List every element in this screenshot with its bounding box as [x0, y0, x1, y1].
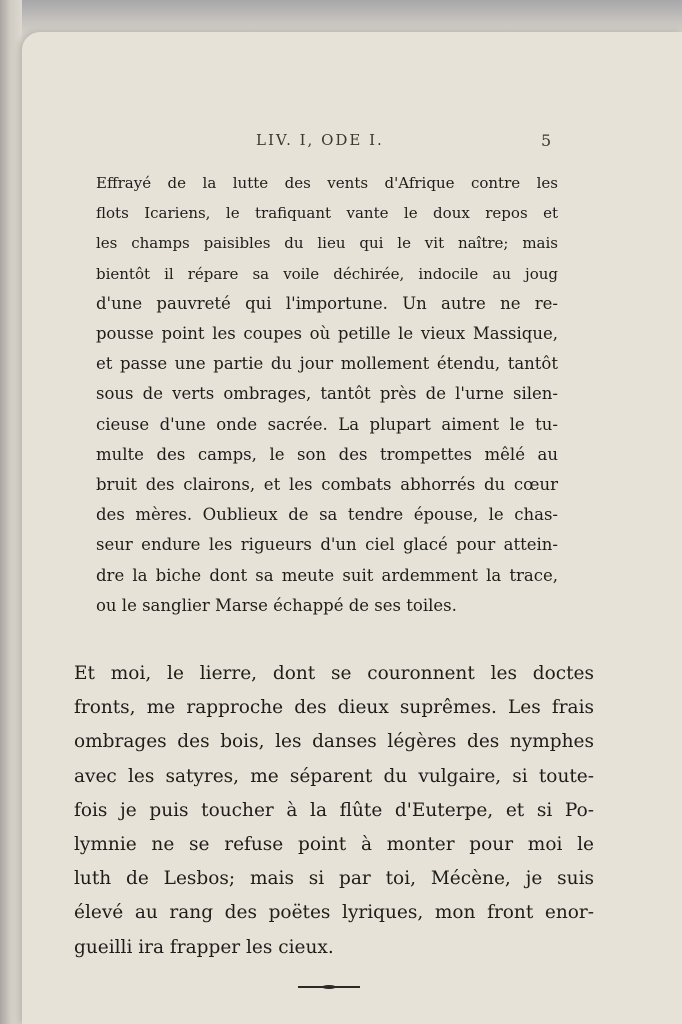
page-number: 5 — [541, 131, 554, 150]
paragraph-2 — [74, 657, 594, 965]
text-line: pousse point les coupes où petille le vieux Massique, — [96, 324, 558, 344]
text-line: multe des camps, le son des trompettes mêlé au — [96, 444, 558, 464]
text-line: et passe une partie du jour mollement étendu, tantôt — [96, 354, 558, 374]
text-line: gueilli ira frapper les cieux. — [74, 936, 334, 958]
text-line: Effrayé de la lutte des vents d'Afrique contre les — [96, 174, 558, 192]
running-title: LIV. I, ODE I. — [256, 131, 384, 149]
text-line: bruit des clairons, et les combats abhorrés du cœur — [96, 475, 558, 495]
text-line: des mères. Oublieux de sa tendre épouse, le chas- — [96, 505, 558, 525]
text-line: ombrages des bois, les danses légères des nymphes — [74, 731, 594, 753]
text-line: les champs paisibles du lieu qui le vit naître; mais — [96, 234, 558, 253]
text-line: seur endure les rigueurs d'un ciel glacé pour attein- — [96, 535, 558, 555]
text-line: fois je puis toucher à la flûte d'Euterpe, et si Po- — [74, 799, 594, 821]
text-line: fronts, me rapproche des dieux suprêmes. Les frais — [74, 697, 594, 719]
text-line: lymnie ne se refuse point à monter pour moi le — [74, 834, 594, 856]
paragraph-1 — [96, 168, 558, 621]
text-line: ou le sanglier Marse échappé de ses toiles. — [96, 595, 457, 615]
text-line: flots Icariens, le trafiquant vante le doux repos et — [96, 204, 558, 223]
text-line: luth de Lesbos; mais si par toi, Mécène, je suis — [74, 868, 594, 890]
section-divider — [298, 986, 360, 988]
text-line: dre la biche dont sa meute suit ardemment la trace, — [96, 565, 558, 585]
text-line: bientôt il répare sa voile déchirée, indocile au joug — [96, 264, 558, 283]
text-line: Et moi, le lierre, dont se couronnent les doctes — [74, 663, 594, 684]
text-line: cieuse d'une onde sacrée. La plupart aiment le tu- — [96, 414, 558, 434]
text-line: avec les satyres, me séparent du vulgaire, si toute- — [74, 765, 594, 787]
text-line: sous de verts ombrages, tantôt près de l'urne silen- — [96, 384, 558, 404]
text-line: élevé au rang des poëtes lyriques, mon front enor- — [74, 902, 594, 924]
book-spine — [0, 0, 22, 1024]
text-line: d'une pauvreté qui l'importune. Un autre ne re- — [96, 293, 558, 313]
